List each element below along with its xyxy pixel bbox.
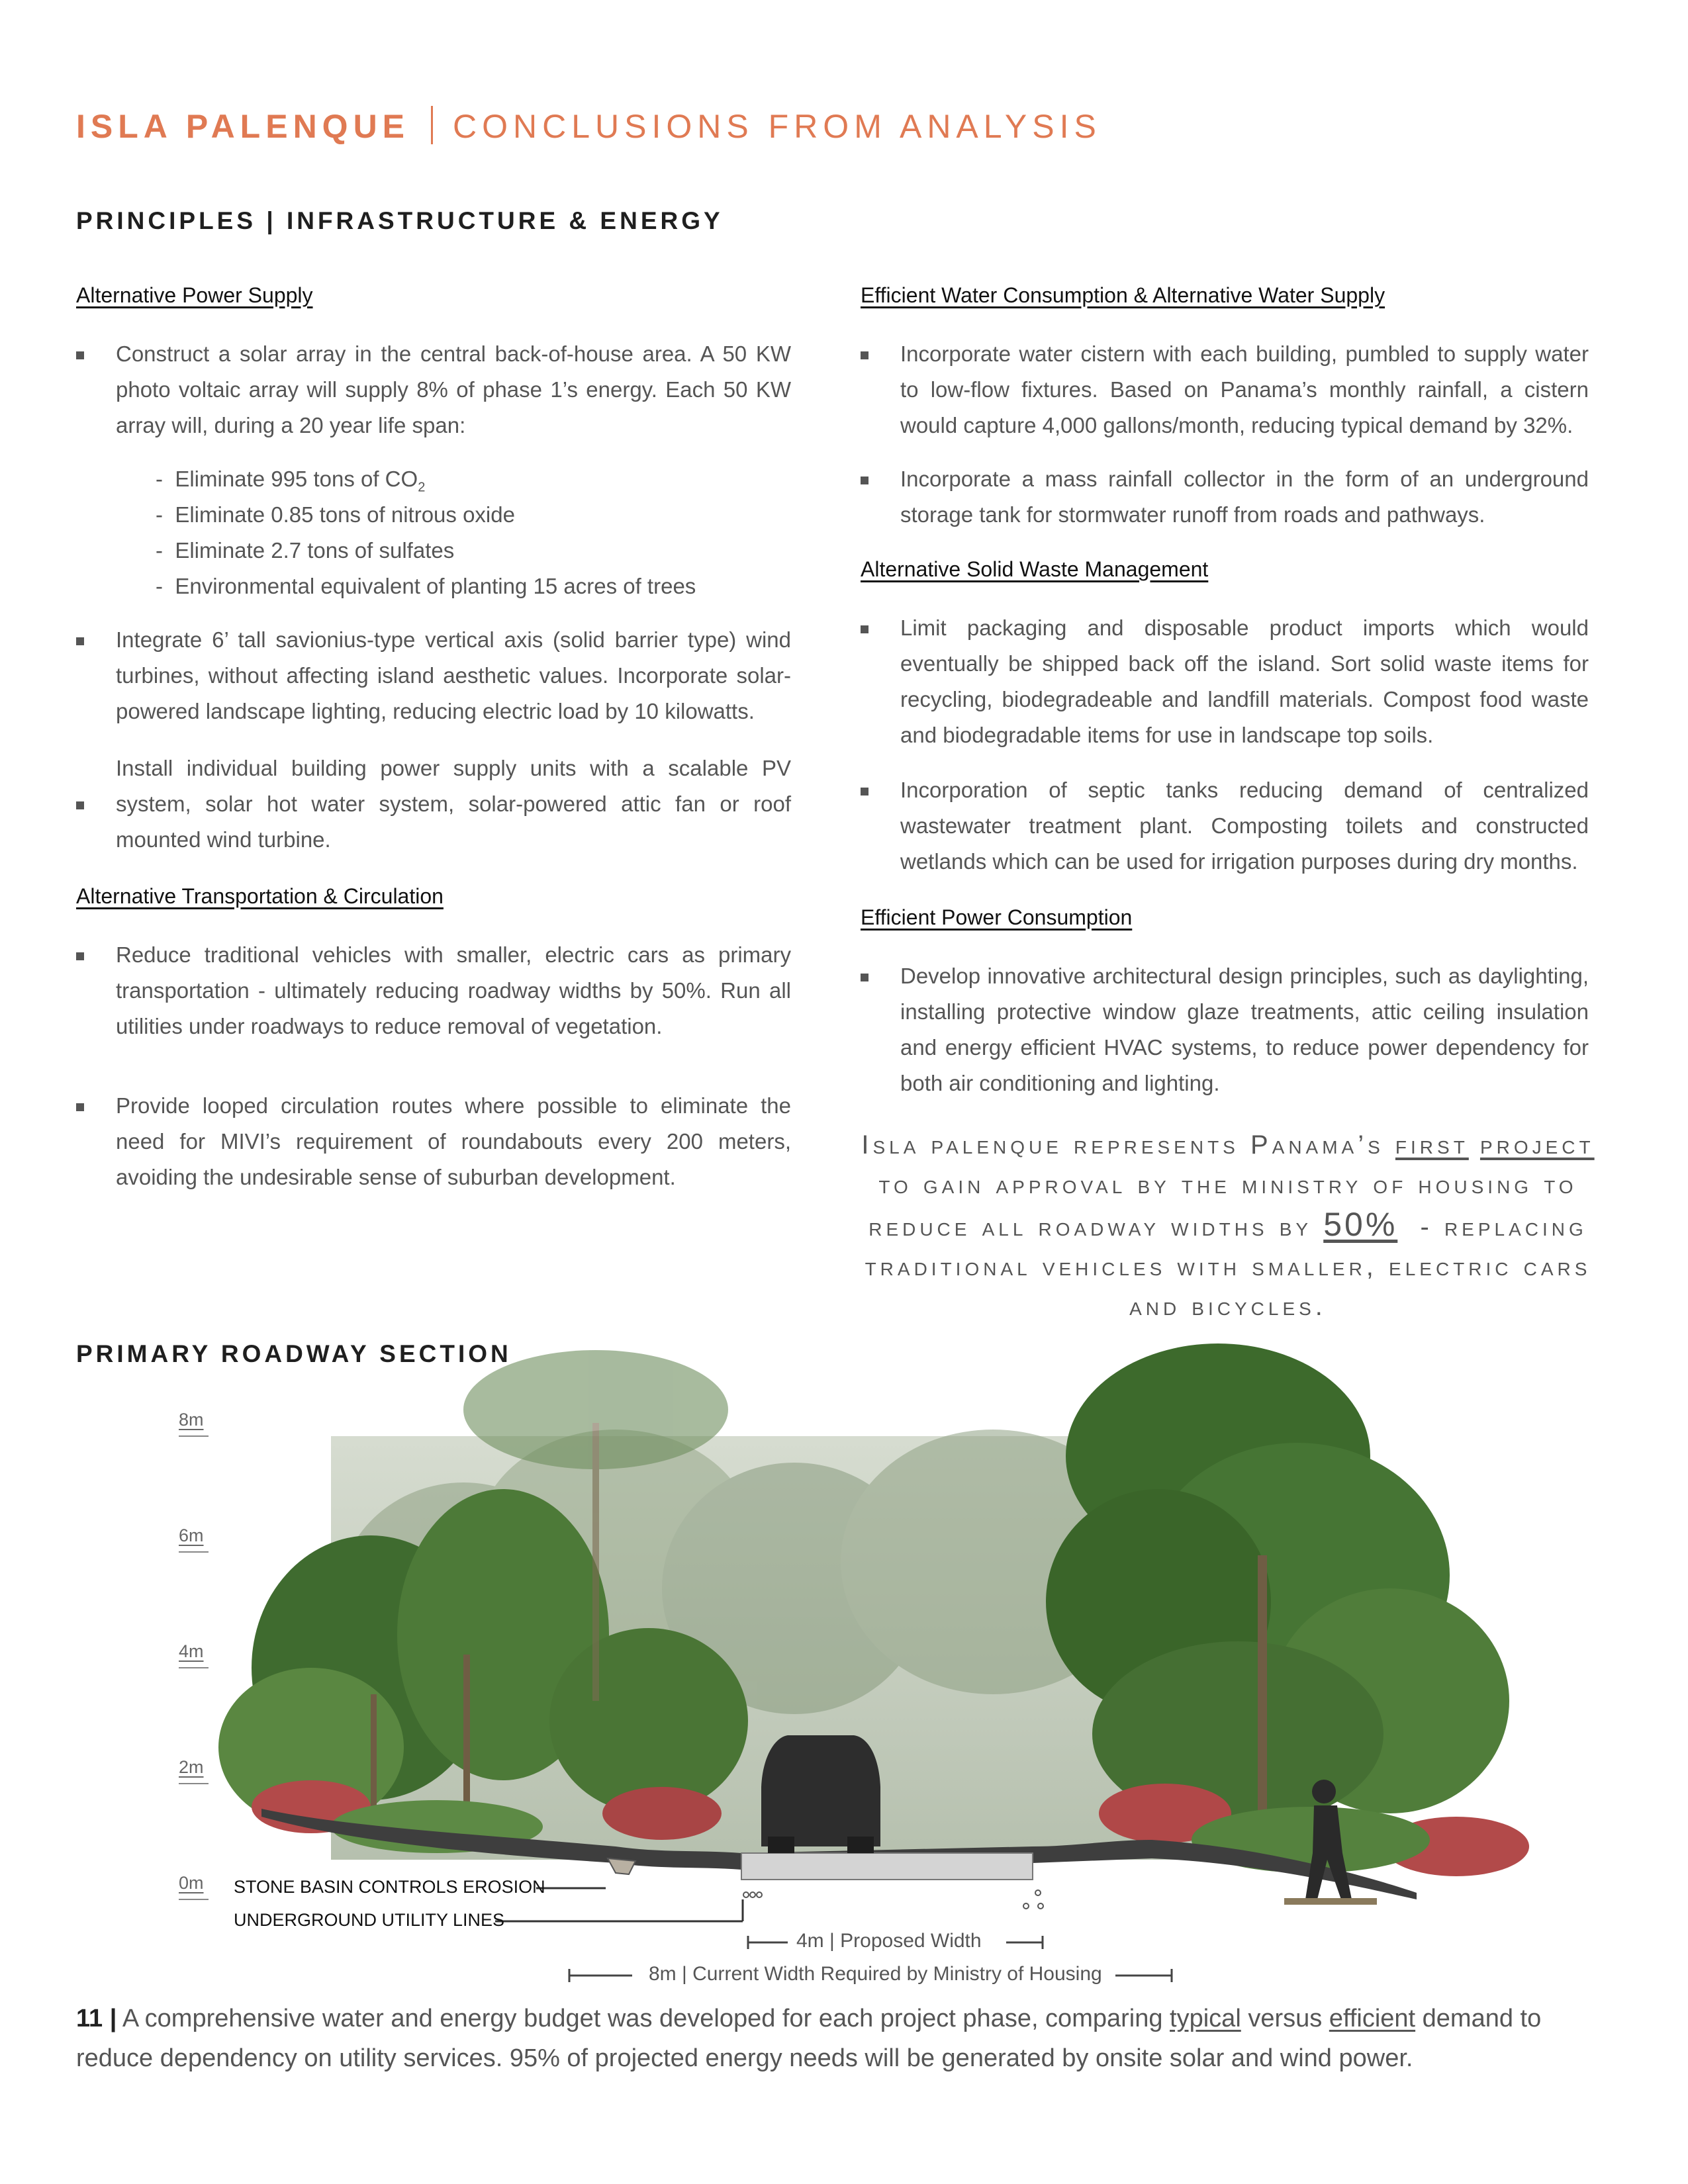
bullet-text: Limit packaging and disposable product imports which would eventually be shipped back off the island. Sort solid waste items for recycling, biodegradeable and landfill materials. Compost food waste and biodegradable items for use in landscape top soils. xyxy=(900,615,1589,747)
scale-label-0m: 0m xyxy=(179,1873,204,1893)
callout-text-3: - replacing traditional vehicles with smaller, electric cars and bicycles. xyxy=(865,1212,1591,1321)
water-bullet-2 xyxy=(900,461,1589,533)
roadway-section-title: PRIMARY ROADWAY SECTION xyxy=(76,1340,512,1367)
footer-text-3: demand to reduce dependency on utility services. 95% of projected energy needs will be generated by onsite solar and wind power. xyxy=(76,2005,1542,2072)
bullet-text: Install individual building power supply units with a scalable PV system, solar hot water system, solar-powered attic fan or roof mounted wind turbine. xyxy=(116,756,791,852)
power-bullet-3 xyxy=(116,751,791,858)
transport-heading: Alternative Transportation & Circulation xyxy=(76,884,444,908)
stone-basin xyxy=(608,1858,635,1874)
callout-percent: 50% xyxy=(1323,1206,1398,1243)
subitem-text: Eliminate 2.7 tons of sulfates xyxy=(175,538,455,563)
bullet-marker xyxy=(76,952,84,960)
footer-divider: | xyxy=(109,2005,117,2032)
bullet-marker xyxy=(76,637,84,645)
scale-label-6m: 6m xyxy=(179,1525,204,1545)
scale-ticks xyxy=(179,1436,209,1899)
annotation-stone-basin: STONE BASIN CONTROLS EROSION xyxy=(234,1877,545,1897)
callout-statement xyxy=(861,1125,1595,1326)
power-subitem-4: - Environmental equivalent of planting 15 acres of trees xyxy=(156,574,696,598)
callout-first: first xyxy=(1395,1130,1469,1160)
scale-label-2m: 2m xyxy=(179,1757,204,1777)
scale-label-8m: 8m xyxy=(179,1410,204,1430)
page-number: 11 xyxy=(76,2005,103,2032)
footer-text-2: versus xyxy=(1248,2005,1323,2032)
consumption-heading: Efficient Power Consumption xyxy=(861,905,1133,929)
bullet-text: Incorporate a mass rainfall collector in the form of an underground storage tank for stormwater runoff from roads and pathways. xyxy=(900,467,1589,527)
bullet-marker xyxy=(861,625,868,633)
subitem-text: Eliminate 0.85 tons of nitrous oxide xyxy=(175,502,515,527)
water-heading: Efficient Water Consumption & Alternative Water Supply xyxy=(861,283,1385,307)
bullet-marker xyxy=(76,1103,84,1111)
power-bullet-1 xyxy=(116,336,791,443)
power-supply-heading: Alternative Power Supply xyxy=(76,283,313,307)
right-tree xyxy=(1046,1343,1509,1846)
path-slab xyxy=(1284,1898,1377,1905)
bullet-marker xyxy=(76,351,84,359)
bullet-marker xyxy=(76,801,84,809)
callout-project: project xyxy=(1479,1130,1595,1160)
water-bullet-1 xyxy=(900,336,1589,443)
footer-typical: typical xyxy=(1170,2005,1241,2032)
power-subitem-1: - Eliminate 995 tons of $CO_2$ xyxy=(156,467,426,495)
transport-bullet-1 xyxy=(116,937,791,1044)
header-subtitle: CONCLUSIONS FROM ANALYSIS xyxy=(453,108,1102,145)
proposed-width-label: 4m | Proposed Width xyxy=(796,1930,982,1952)
power-subitem-2: - Eliminate 0.85 tons of nitrous oxide xyxy=(156,502,515,527)
bullet-text: Construct a solar array in the central back-of-house area. A 50 KW photo voltaic array will supply 8% of phase 1’s energy. Each 50 KW array will, during a 20 year life span: xyxy=(116,341,791,437)
annotation-utility-lines: UNDERGROUND UTILITY LINES xyxy=(234,1910,505,1930)
bullet-text: Integrate 6’ tall savionius-type vertical axis (solid barrier type) wind turbines, without affecting island aesthetic values. Incorporate solar-powered landscape lighting, reducing electric load by 10 kilowatts. xyxy=(116,627,791,723)
bullet-marker xyxy=(861,974,868,981)
page-header xyxy=(76,106,1102,146)
bullet-text: Provide looped circulation routes where possible to eliminate the need for MIVI’s requirement of roundabouts every 200 meters, avoiding the undesirable sense of suburban development. xyxy=(116,1093,791,1189)
waste-bullet-2 xyxy=(900,772,1589,880)
co2-subscript: 2 xyxy=(418,480,426,495)
utility-line-symbols xyxy=(743,1890,1043,1909)
bullet-marker xyxy=(861,788,868,796)
page-footer xyxy=(76,1999,1618,2078)
principles-title: PRINCIPLES | INFRASTRUCTURE & ENERGY xyxy=(76,207,724,234)
header-divider xyxy=(431,106,433,144)
bullet-text: Incorporation of septic tanks reducing demand of centralized wastewater treatment plant. Composting toilets and constructed wetlands which can be used for irrigation purposes during dry months. xyxy=(900,778,1589,874)
consumption-bullet-1 xyxy=(900,958,1589,1101)
callout-text-1: Isla palenque represents Panama’s xyxy=(861,1130,1384,1160)
power-subitem-3: - Eliminate 2.7 tons of sulfates xyxy=(156,538,455,563)
bullet-text: Incorporate water cistern with each building, pumbled to supply water to low-flow fixtures. Based on Panama’s monthly rainfall, a cistern would capture 4,000 gallons/month, reducing typical demand by 32%. xyxy=(900,341,1589,437)
header-brand: ISLA PALENQUE xyxy=(76,108,410,145)
callout-text-2: to gain approval by the ministry of housing to reduce all roadway widths by xyxy=(868,1170,1577,1242)
bullet-marker xyxy=(861,351,868,359)
bullet-text: Develop innovative architectural design principles, such as daylighting, installing protective window glaze treatments, attic ceiling insulation and energy efficient HVAC systems, to reduce power dependency for both air conditioning and lighting. xyxy=(900,964,1589,1095)
current-width-label: 8m | Current Width Required by Ministry of Housing xyxy=(649,1963,1102,1985)
electric-car-silhouette xyxy=(761,1735,880,1853)
transport-bullet-2 xyxy=(116,1088,791,1195)
footer-text-1: A comprehensive water and energy budget was developed for each project phase, comparing xyxy=(122,2005,1163,2032)
scale-label-4m: 4m xyxy=(179,1641,204,1661)
waste-heading: Alternative Solid Waste Management xyxy=(861,557,1209,581)
subitem-text: Eliminate 995 tons of CO xyxy=(175,467,418,491)
power-bullet-2 xyxy=(116,622,791,729)
bullet-marker xyxy=(861,477,868,484)
bullet-text: Reduce traditional vehicles with smaller, electric cars as primary transportation - ultimately reducing roadway widths by 50%. Run all utilities under roadways to reduce removal of vegetation. xyxy=(116,942,791,1038)
road-slab xyxy=(741,1853,1033,1880)
waste-bullet-1 xyxy=(900,610,1589,753)
footer-efficient: efficient xyxy=(1329,2005,1416,2032)
subitem-text: Environmental equivalent of planting 15 acres of trees xyxy=(175,574,696,598)
